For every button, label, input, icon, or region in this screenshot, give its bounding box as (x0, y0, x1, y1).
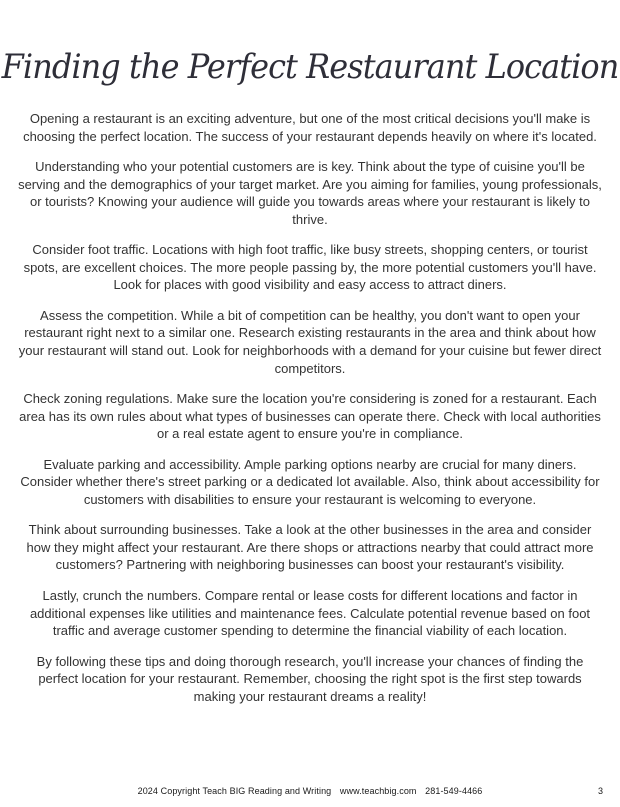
footer-website: www.teachbig.com (339, 786, 417, 796)
paragraph-surrounding: Think about surrounding businesses. Take a look at the other businesses in the area and consider how they might affect your restaurant. Are there shops or attractions nearby that could attract more customers? Partnering with neighboring businesses can boost your restaurant's visibility. (26, 522, 594, 573)
footer-line (0, 786, 620, 796)
paragraph-numbers: Lastly, crunch the numbers. Compare rental or lease costs for different locations and factor in additional expenses like utilities and maintenance fees. Calculate potential revenue based on foot traffic and average customer spending to determine the financial viability of each location. (29, 588, 591, 639)
page-footer (0, 786, 620, 798)
paragraph-parking: Evaluate parking and accessibility. Ample parking options nearby are crucial for many diners. Consider whether there's street parking or a dedicated lot available. Also, think about accessibility for customers with disabilities to ensure your restaurant is welcoming to everyone. (20, 456, 600, 507)
page-title: Finding the Perfect Restaurant Location (1, 47, 619, 87)
paragraph-zoning: Check zoning regulations. Make sure the location you're considering is zoned for a restaurant. Each area has its own rules about what types of businesses can operate there. Check with local authorities or a real estate agent to ensure you're in compliance. (19, 391, 601, 442)
title-area (0, 0, 620, 100)
footer-copyright: 2024 Copyright Teach BIG Reading and Writing (137, 786, 332, 796)
page-number: 3 (597, 786, 603, 796)
paragraph-conclusion: By following these tips and doing thorough research, you'll increase your chances of finding the perfect location for your restaurant. Remember, choosing the right spot is the first step towards making your restaurant dreams a reality! (36, 653, 584, 704)
paragraph-customers: Understanding who your potential customers are is key. Think about the type of cuisine you'll be serving and the demographics of your target market. Are you aiming for families, young professionals, or tourists? Knowing your audience will guide you towards areas where your restaurant is likely to thrive. (18, 159, 602, 227)
footer-phone: 281-549-4466 (425, 786, 483, 796)
paragraph-intro: Opening a restaurant is an exciting adventure, but one of the most critical decisions you'll make is choosing the perfect location. The success of your restaurant depends heavily on where it's located. (23, 111, 597, 144)
body-text (0, 100, 620, 705)
paragraph-competition: Assess the competition. While a bit of competition can be healthy, you don't want to open your restaurant right next to a similar one. Research existing restaurants in the area and think about how your restaurant will stand out. Look for neighborhoods with a demand for your cuisine but fewer direct competitors. (18, 307, 602, 376)
paragraph-foot-traffic: Consider foot traffic. Locations with high foot traffic, like busy streets, shopping centers, or tourist spots, are excellent choices. The more people passing by, the more potential customers you'll have. Look for places with good visibility and easy access to attract diners. (23, 242, 597, 293)
